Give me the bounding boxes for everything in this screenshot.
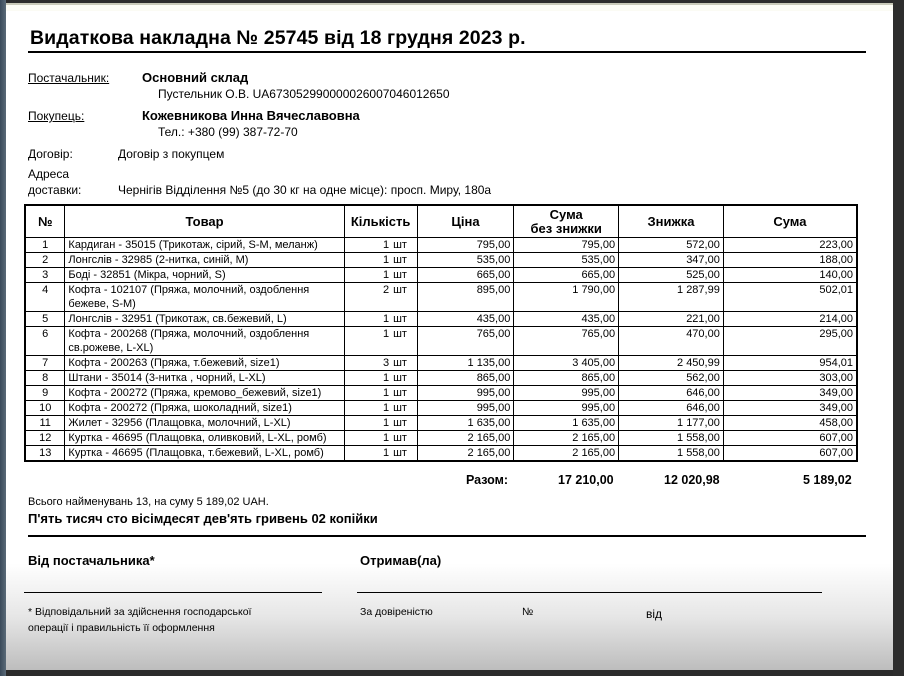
row-discount: 1 287,99 (619, 283, 724, 312)
row-unit: шт (391, 416, 417, 431)
row-sum: 295,00 (723, 327, 857, 356)
row-product: Куртка - 46695 (Плащовка, т.бежевий, L-XL, ромб) (65, 446, 344, 462)
row-discount: 1 558,00 (619, 446, 724, 462)
row-product: Кофта - 200263 (Пряжа, т.бежевий, size1) (65, 356, 344, 371)
row-qty: 1 (344, 238, 391, 253)
buyer-phone: Тел.: +380 (99) 387-72-70 (158, 125, 298, 139)
row-price: 535,00 (417, 253, 514, 268)
row-unit: шт (391, 312, 417, 327)
row-price: 1 635,00 (417, 416, 514, 431)
row-discount: 347,00 (619, 253, 724, 268)
row-discount: 2 450,99 (619, 356, 724, 371)
table-row (25, 416, 857, 431)
row-sum: 349,00 (723, 401, 857, 416)
items-count-summary: Всього найменувань 13, на суму 5 189,02 UAH. (28, 496, 269, 508)
row-number: 10 (25, 401, 65, 416)
row-sum-no-discount: 435,00 (514, 312, 619, 327)
row-sum-no-discount: 1 635,00 (514, 416, 619, 431)
row-sum: 607,00 (723, 446, 857, 462)
row-discount: 646,00 (619, 386, 724, 401)
totals-sum: 5 189,02 (803, 473, 852, 487)
summary-divider (28, 535, 866, 537)
row-sum-no-discount: 1 790,00 (514, 283, 619, 312)
row-sum: 458,00 (723, 416, 857, 431)
table-row (25, 253, 857, 268)
col-header-sum-no-discount-line2: без знижки (530, 220, 602, 236)
receiver-signature-line (357, 592, 822, 593)
row-price: 1 135,00 (417, 356, 514, 371)
proxy-number-label: № (522, 606, 534, 618)
row-price: 765,00 (417, 327, 514, 356)
row-number: 8 (25, 371, 65, 386)
footnote-line2: операції і правильність її оформлення (28, 622, 215, 634)
row-product: Кофта - 200272 (Пряжа, кремово_бежевий, size1) (65, 386, 344, 401)
row-product: Боді - 32851 (Мікра, чорний, S) (65, 268, 344, 283)
row-number: 7 (25, 356, 65, 371)
col-header-sum: Сума (723, 205, 857, 238)
col-header-sum-no-discount (514, 205, 619, 238)
col-header-sum-no-discount-line1: Сума (549, 206, 583, 222)
row-qty: 1 (344, 312, 391, 327)
buyer-label: Покупець: (28, 109, 85, 123)
row-price: 2 165,00 (417, 446, 514, 462)
col-header-discount: Знижка (619, 205, 724, 238)
row-price: 665,00 (417, 268, 514, 283)
row-price: 795,00 (417, 238, 514, 253)
table-row (25, 327, 857, 356)
row-qty: 1 (344, 416, 391, 431)
table-row (25, 371, 857, 386)
row-sum: 502,01 (723, 283, 857, 312)
row-qty: 1 (344, 386, 391, 401)
row-qty: 1 (344, 327, 391, 356)
row-unit: шт (391, 283, 417, 312)
totals-label: Разом: (466, 473, 509, 487)
supplier-name: Основний склад (142, 70, 249, 85)
contract-value: Договір з покупцем (118, 147, 225, 161)
document-title: Видаткова накладна № 25745 від 18 грудня 2023 р. (30, 27, 526, 49)
row-number: 5 (25, 312, 65, 327)
row-sum-no-discount: 995,00 (514, 386, 619, 401)
row-unit: шт (391, 238, 417, 253)
row-sum: 303,00 (723, 371, 857, 386)
row-unit: шт (391, 401, 417, 416)
row-unit: шт (391, 356, 417, 371)
col-header-quantity: Кількість (344, 205, 417, 238)
row-price: 995,00 (417, 386, 514, 401)
row-number: 3 (25, 268, 65, 283)
supplier-signature-heading: Від постачальника* (28, 553, 155, 568)
row-price: 865,00 (417, 371, 514, 386)
row-number: 2 (25, 253, 65, 268)
row-sum: 954,01 (723, 356, 857, 371)
proxy-label: За довіреністю (360, 606, 433, 618)
row-product-line2: св.рожеве, L-XL) (68, 342, 154, 354)
row-sum-no-discount: 765,00 (514, 327, 619, 356)
table-row (25, 312, 857, 327)
row-product: Кофта - 200272 (Пряжа, шоколадний, size1) (65, 401, 344, 416)
row-qty: 1 (344, 401, 391, 416)
table-row (25, 446, 857, 462)
row-sum: 188,00 (723, 253, 857, 268)
row-product: Куртка - 46695 (Плащовка, оливковий, L-XL, ромб) (65, 431, 344, 446)
supplier-signature-line (24, 592, 322, 593)
row-product-line2: бежеве, S-M) (68, 298, 136, 310)
row-sum-no-discount: 2 165,00 (514, 431, 619, 446)
row-discount: 470,00 (619, 327, 724, 356)
col-header-product: Товар (65, 205, 344, 238)
address-label-line1: Адреса (28, 167, 70, 181)
title-divider (28, 51, 866, 53)
row-price: 895,00 (417, 283, 514, 312)
row-unit: шт (391, 268, 417, 283)
row-product: Кардиган - 35015 (Трикотаж, сірий, S-M, меланж) (65, 238, 344, 253)
row-sum-no-discount: 665,00 (514, 268, 619, 283)
row-discount: 646,00 (619, 401, 724, 416)
table-header-row (25, 205, 857, 238)
table-row (25, 401, 857, 416)
table-row (25, 386, 857, 401)
row-qty: 1 (344, 371, 391, 386)
page-top-edge (6, 5, 893, 11)
totals-discount: 12 020,98 (664, 473, 720, 487)
row-number: 6 (25, 327, 65, 356)
row-product: Лонгслів - 32985 (2-нитка, синій, M) (65, 253, 344, 268)
row-qty: 2 (344, 283, 391, 312)
buyer-name: Кожевникова Инна Вячеславовна (142, 108, 360, 123)
row-number: 12 (25, 431, 65, 446)
invoice-page (6, 3, 893, 670)
row-qty: 1 (344, 268, 391, 283)
row-price: 435,00 (417, 312, 514, 327)
row-discount: 562,00 (619, 371, 724, 386)
row-sum-no-discount: 865,00 (514, 371, 619, 386)
row-product-line1: Кофта - 102107 (Пряжа, молочний, оздоблення (68, 284, 310, 296)
totals-sum-no-discount: 17 210,00 (558, 473, 614, 487)
address-value: Чернігів Відділення №5 (до 30 кг на одне місце): просп. Миру, 180а (118, 183, 492, 197)
contract-label: Договір: (28, 147, 73, 161)
row-unit: шт (391, 327, 417, 356)
row-product: Лонгслів - 32951 (Трикотаж, св.бежевий, L) (65, 312, 344, 327)
row-number: 11 (25, 416, 65, 431)
row-discount: 1 558,00 (619, 431, 724, 446)
table-row (25, 356, 857, 371)
row-sum: 223,00 (723, 238, 857, 253)
row-number: 9 (25, 386, 65, 401)
row-qty: 1 (344, 446, 391, 462)
row-sum: 607,00 (723, 431, 857, 446)
table-row (25, 268, 857, 283)
row-unit: шт (391, 446, 417, 462)
row-sum: 140,00 (723, 268, 857, 283)
row-sum-no-discount: 995,00 (514, 401, 619, 416)
table-row (25, 283, 857, 312)
proxy-date-label: від (646, 607, 663, 621)
row-discount: 1 177,00 (619, 416, 724, 431)
row-discount: 572,00 (619, 238, 724, 253)
row-sum-no-discount: 795,00 (514, 238, 619, 253)
row-product: Штани - 35014 (3-нитка , чорний, L-XL) (65, 371, 344, 386)
table-row (25, 431, 857, 446)
row-product-line1: Кофта - 200268 (Пряжа, молочний, оздоблення (68, 328, 310, 340)
col-header-number: № (25, 205, 65, 238)
row-qty: 1 (344, 431, 391, 446)
items-table (24, 204, 858, 462)
supplier-label: Постачальник: (28, 71, 110, 85)
row-discount: 525,00 (619, 268, 724, 283)
row-number: 1 (25, 238, 65, 253)
footnote-line1: * Відповідальний за здійснення господарської (28, 606, 252, 618)
table-row (25, 238, 857, 253)
row-price: 2 165,00 (417, 431, 514, 446)
row-product (65, 283, 344, 312)
row-product (65, 327, 344, 356)
row-sum-no-discount: 2 165,00 (514, 446, 619, 462)
row-sum: 214,00 (723, 312, 857, 327)
amount-in-words: П'ять тисяч сто вісімдесят дев'ять гривень 02 копійки (28, 511, 378, 526)
row-sum-no-discount: 3 405,00 (514, 356, 619, 371)
col-header-price: Ціна (417, 205, 514, 238)
receiver-signature-heading: Отримав(ла) (360, 553, 442, 568)
row-price: 995,00 (417, 401, 514, 416)
supplier-details: Пустельник О.В. UA673052990000026007046012650 (158, 87, 450, 101)
row-unit: шт (391, 431, 417, 446)
row-sum: 349,00 (723, 386, 857, 401)
row-product: Жилет - 32956 (Плащовка, молочний, L-XL) (65, 416, 344, 431)
row-number: 4 (25, 283, 65, 312)
row-qty: 3 (344, 356, 391, 371)
window-frame-right (893, 0, 904, 676)
row-qty: 1 (344, 253, 391, 268)
row-unit: шт (391, 371, 417, 386)
row-discount: 221,00 (619, 312, 724, 327)
row-unit: шт (391, 253, 417, 268)
row-unit: шт (391, 386, 417, 401)
row-number: 13 (25, 446, 65, 462)
row-sum-no-discount: 535,00 (514, 253, 619, 268)
address-label-line2: доставки: (28, 183, 82, 197)
